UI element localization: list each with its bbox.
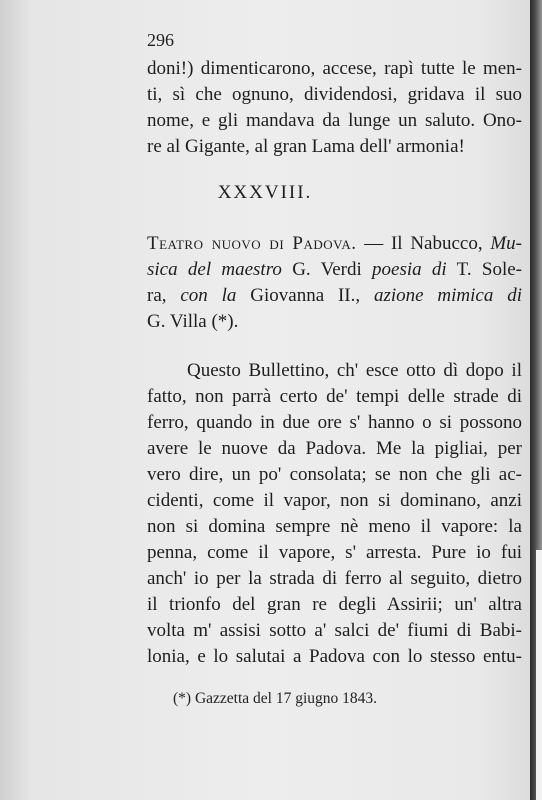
text-line: penna, come il vapore, s' arresta. Pure io fui bbox=[147, 542, 522, 563]
entry-line-2 bbox=[147, 257, 522, 283]
text-line: il trionfo del gran re degli Assirii; un' altra bbox=[147, 594, 522, 615]
section-heading: XXXVIII. bbox=[217, 182, 313, 203]
text-line: vero dire, un po' consolata; se non che gli ac- bbox=[147, 464, 522, 485]
entry-text: T. Sole- bbox=[446, 259, 522, 280]
entry-line-3 bbox=[147, 283, 522, 309]
text-line: ti, sì che ognuno, dividendosi, gridava il suo bbox=[147, 84, 522, 105]
page-number: 296 bbox=[147, 30, 174, 50]
entry-italic: poesia di bbox=[372, 259, 447, 280]
entry-text: ra, bbox=[147, 285, 181, 306]
text-line: lonia, e lo salutai a Padova con lo stesso entu- bbox=[147, 646, 522, 667]
text-line: avere le nuove da Padova. Me la pigliai, per bbox=[147, 438, 522, 459]
entry-line-1 bbox=[147, 231, 522, 257]
entry-text: — Il Nabucco, bbox=[356, 233, 491, 254]
text-line: nome, e gli mandava da lunge un saluto. Ono- bbox=[147, 110, 522, 131]
page-edge-strip bbox=[536, 550, 542, 800]
text-line: volta m' assisi sotto a' salci de' fiumi di Babi- bbox=[147, 620, 522, 641]
text-line: anch' io per la strada di ferro al seguito, dietro bbox=[147, 568, 522, 589]
entry-text: G. Verdi bbox=[281, 259, 373, 280]
entry-italic: azione mimica di bbox=[373, 285, 522, 306]
entry-italic: Mu- bbox=[490, 233, 522, 254]
text-line: re al Gigante, al gran Lama dell' armonia! bbox=[147, 136, 465, 157]
text-line: non si domina sempre nè meno il vapore: la bbox=[147, 516, 522, 537]
entry-line-4: G. Villa (*). bbox=[147, 311, 239, 332]
entry-italic: sica del maestro bbox=[147, 259, 282, 280]
text-line: fatto, non parrà certo de' tempi delle strade di bbox=[147, 386, 522, 407]
theatre-name: Teatro nuovo di Padova. bbox=[147, 233, 357, 254]
text-line: doni!) dimenticarono, accese, rapì tutte le men- bbox=[147, 58, 522, 79]
entry-italic: con la bbox=[180, 285, 237, 306]
text-line: Questo Bullettino, ch' esce otto dì dopo il bbox=[187, 360, 522, 381]
text-line: ferro, quando in due ore s' hanno o si possono bbox=[147, 412, 522, 433]
footnote: (*) Gazzetta del 17 giugno 1843. bbox=[173, 690, 378, 707]
entry-text: Giovanna II., bbox=[236, 285, 374, 306]
text-line: cidenti, come il vapor, non si dominano, anzi bbox=[147, 490, 522, 511]
